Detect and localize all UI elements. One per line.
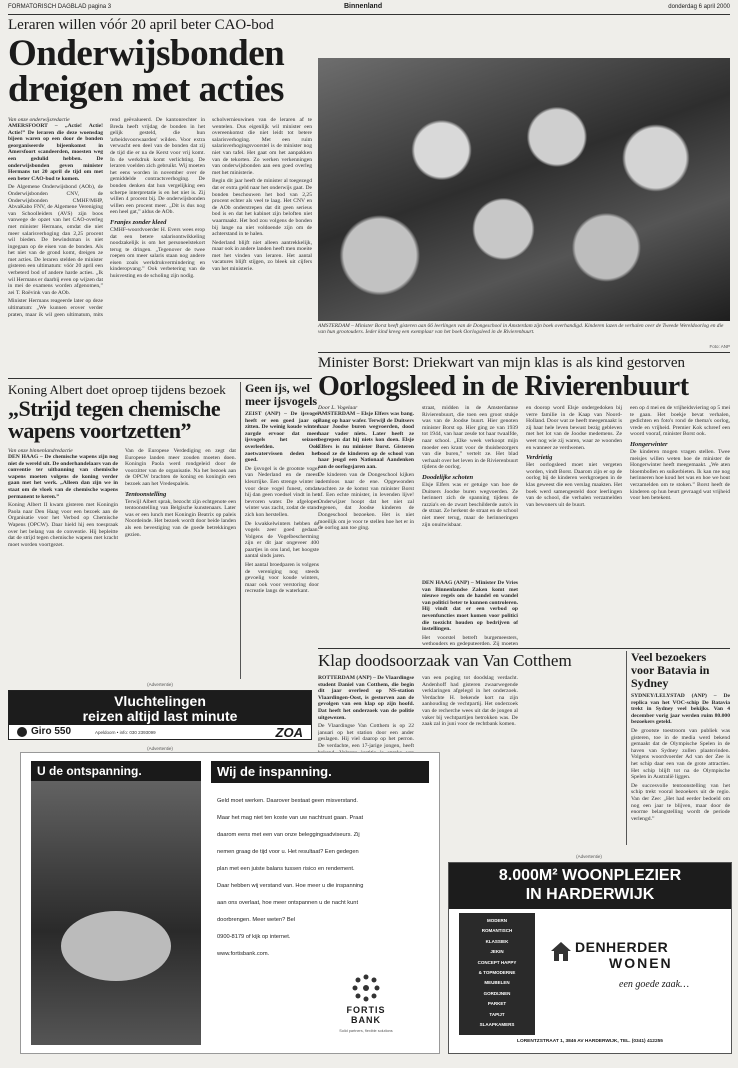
- ad-body-line: Maar het mag niet ten koste van uw nachtrust gaan. Praat: [217, 815, 364, 821]
- ad-list-item: JEKIN: [490, 949, 504, 955]
- article-body: rend geëvalueerd. De kantonrechter in Breda heeft vrijdag de bonden in het gelijk gesteld, die hun 'arbeidsvoorwaarden' wilden. Voor extra verwacht een deel van de bonden dat zij de tijd die er na de Kerst voor vrij komt. In de werkdruk komt verlichting. De leraren voelden zich gebruikt. Wij moeten het eens worden in november over de gemiddelde contractsverhoging. De bonden denken dat hun vergelijking een scherpe interpretatie is en het niet is. Zij willen 4 procent bij. De onderwijsbonden willen een procent meer. „Dit is dus nog een heel gat,” aldus de AOb.: [110, 117, 205, 216]
- news-photo-children-with-books: [318, 58, 730, 321]
- article-subhead: Doodelijke schoten: [422, 473, 474, 481]
- ad-list-item: & TOPMODERNE: [478, 970, 516, 976]
- article-kicker: Leraren willen vóór 20 april beter CAO-bod: [8, 17, 274, 33]
- ad-tag: (Advertentie): [576, 854, 602, 859]
- brief-nevenfuncties: [422, 580, 518, 646]
- ad-brand-line2: WONEN: [609, 955, 673, 971]
- fortis-logo-tagline: Solid partners, flexible solutions: [339, 1029, 393, 1033]
- photo-credit: Foto: ANP: [709, 344, 730, 349]
- ad-list-item: ROMANTISCH: [481, 928, 513, 934]
- masthead-rule: [8, 14, 730, 15]
- ad-left-title: U de ontspanning.: [37, 764, 142, 778]
- brief-lead: DEN HAAG (ANP) – Minister De Vries van Binnenlandse Zaken komt met nieuwe regels om de handel en wandel van politici beter te kunnen controleren. Hij vindt dat er een verbod op nevenfuncties moet komen voor politici die toezicht houden op bedrijven of instellingen.: [422, 580, 518, 633]
- section-title: Binnenland: [344, 3, 383, 10]
- article-body: Het aantal broedparen is volgens de vereniging nog steeds gevoelig voor koude winters, maar ook voor verstoring door recreatie langs de waterkant.: [245, 562, 319, 595]
- ad-fortis: [20, 752, 440, 1054]
- article-subhead: Franjes zonder kleed: [110, 218, 167, 226]
- ad-tag: (Advertentie): [147, 682, 173, 687]
- article-body: De ijsvogel is de grootste vogel van Nederland en de meest kleurrijke. Een strenge winter is voor deze vogel funest, omdat hij dan geen voedsel vindt in het bevroren water. De afgelopen winter was zacht, zodat de stand zich kon herstellen.: [245, 465, 319, 518]
- ad-body-line: Geld moet werken. Daarover bestaat geen misverstand.: [217, 798, 358, 804]
- article-body: Nederland blijft niet alleen aantrekkelijk, maar ook in andere landen heeft men moeite met het vinden van leraren. Het aantal vacatures blijft stijgen, zo bleek uit cijfers van het ministerie.: [212, 239, 312, 273]
- masthead-left: FORMATORISCH DAGBLAD pagina 3: [8, 4, 112, 10]
- article-byline: Van onze onderwijsredactie: [8, 117, 70, 123]
- article-lead: ZEIST (ANP) – De ijsvogel heeft er een goed jaar op zitten. De weinig koude winter zorgde ervoor dat meer ijsvogels het seizoen overleefden. Ook zoetwatervissen deden het goed.: [245, 411, 319, 464]
- article-column-1: [318, 405, 414, 532]
- ad-address: LORENTZSTRAAT 1, 3846 AV HARDERWIJK, TEL. (0341) 412255: [517, 1039, 663, 1044]
- ad-list-item: KLASSIEK: [485, 938, 509, 944]
- article-body: Koning Albert II kwam gisteren met Koningin Paola naar Den Haag voor een bezoek aan de Organisatie voor het Verbod op Chemische Wapens (OPCW). Daar hield hij een toespraak over het belang van de conventie. Hij bepleitte dat de strijd tegen chemische wapens met kracht moet worden voortgezet.: [8, 502, 118, 548]
- ad-list-item: TAPIJT: [489, 1011, 505, 1017]
- ad-body-line: doorbrengen. Meer weten? Bel: [217, 917, 296, 923]
- article-column-3: [526, 405, 622, 508]
- article-column-2: [110, 117, 205, 280]
- divider: [318, 352, 730, 353]
- article-body: scholvernieuwinen van de leraren af te wentelen. Dus eigenlijk wil minister een overeenkomst die niet leidt tot betere salarisverhoging. Met een ruim salarisverhogingsvoorstel is de minister nog niet van tafel. Het gaat om het aanpakken van de tekorten. Zo werken verkenningen van onderwijsbonden aan een goed overleg met het ministerie.: [212, 117, 312, 176]
- article-column-2: [422, 675, 518, 728]
- article-column-2: [422, 405, 518, 528]
- article-headline: Klap doodsoorzaak van Van Cotthem: [318, 651, 572, 670]
- article-body: Begin dit jaar heeft de minister al toegezegd dat er extra geld naar het onderwijs gaat. De bonden beschouwen het bod van 2,25 procent echter als veel te laag. Het CNV en de AOb onderstrepen dat dit geen serieus bod is en dat het kabinet zijn beloften niet waarmaakt. Het bod zou volgens de bonden bij lange na niet voldoende zijn om de achterstand in te halen.: [212, 178, 312, 238]
- article-subhead: Tentoonstelling: [125, 490, 167, 498]
- ad-list-item: CONCEPT HAPPY: [477, 959, 517, 965]
- fortis-logo-line1: FORTIS: [346, 1005, 386, 1015]
- ad-giro: Giro 550: [31, 726, 72, 737]
- article-lead: DEN HAAG – De chemische wapens zijn nog niet de wereld uit. De onderhandelaars van de conventie ter uitbanning van chemische wapens moeten volgens de koning verder gaan met het werk. „Alleen dan zijn we in staat om de vloek van de chemische wapens permanent te keren.”: [8, 454, 118, 500]
- masthead: [8, 4, 730, 14]
- article-headline: Oorlogsleed in de Rivierenbuurt: [318, 371, 689, 402]
- ad-vluchtelingen: [8, 690, 312, 740]
- article-body: De Vlaardingse Van Cotthem is op 22 januari op het station door een ander geslagen. Hij viel daarop op het perron. De verdachte, een 17-jarige jongen, heeft: [318, 723, 414, 749]
- ad-face-shape: [61, 911, 171, 981]
- article-body: Terwijl Albert sprak, bezocht zijn echtgenote een tentoonstelling van Belgische kunstenaars. Later was er een lunch met Koningin Beatrix op paleis Noordeinde. Het bezoek wordt door beide landen als een bevestiging van de goede betrekkingen gezien.: [125, 498, 236, 538]
- article-headline-line2: dreigen met acties: [8, 69, 284, 110]
- article-byline: Door L. Vogelaar: [318, 405, 358, 411]
- ad-list-item: MODERN: [487, 918, 507, 923]
- article-column-3: [212, 117, 312, 273]
- ad-small-print: Apeldoorn • info: 030 2393099: [95, 730, 156, 735]
- ad-body-line: Daar hebben wij verstand van. Hoe meer u die inspanning: [217, 883, 364, 889]
- ad-body-line: 0900-8179 of kijk op internet.: [217, 934, 291, 940]
- ad-body-line: daarom eens met een van onze beleggingsadviseurs. Zij: [217, 832, 360, 838]
- article-headline-line1: Onderwijsbonden: [8, 33, 285, 74]
- ad-line2: reizen altijd last minute: [82, 708, 238, 724]
- ad-headline-line2: IN HARDERWIJK: [525, 886, 655, 903]
- ad-list-item: GORDIJNEN: [483, 990, 511, 996]
- ad-headline-line1: 8.000M² WOONPLEZIER: [498, 867, 682, 884]
- article-kicker: Koning Albert doet oproep tijdens bezoek: [8, 382, 226, 397]
- divider: [318, 648, 730, 649]
- ad-body-line: aan ons overlaat, hoe meer ontspannen u de nacht kunt: [217, 900, 359, 906]
- article-kicker: Minister Borst: Driekwart van mijn klas is als kind gestorven: [318, 355, 686, 371]
- article-byline: Van onze binnenlandredactie: [8, 448, 73, 454]
- article-column-4: [630, 405, 730, 502]
- ad-list-item: MEUBELEN: [484, 980, 510, 986]
- masthead-right: donderdag 6 april 2000: [668, 4, 730, 10]
- article-body: De kinderen van de Dongeschool kijken ademloos naar de ene. Opgewonden wachten ze de komst van minister Borst af. Een echte minister, in levenden lijve! Onderwijzer hoopt dat het niet zal regenen, dat Joodse kinderen de Dongeschool bezoeken. Het is niet moeilijk om je voor te stellen hoe het er in de oorlog aan toe ging.: [318, 472, 414, 532]
- ad-list-item: SLAAPKAMERS: [479, 1022, 515, 1028]
- article-column-1: [8, 448, 118, 548]
- ad-body-line: www.fortisbank.com.: [217, 951, 270, 957]
- article-body: CMHF-woordvoerder H. Evers wees erop dat een betere salarisontwikkeling noodzakelijk is om het personeelstekort terug te dringen. „Tegenover de twee roepen om meer salaris staan nog andere eisen zoals werkdrukvermindering en kinderopvang.” Ook verbetering van de huisvesting en de scholing zijn nodig.: [110, 226, 205, 280]
- article-body: Het oorlogsleed moet niet vergeten worden, vindt Borst. Daarom zijn er op de oorlog bij de kinderen werkgroepen in de klas geweest die een verslag maakten. Het boek werd samengesteld door leerlingen van de school, die verhalen verzamelden van bewoners uit de buurt.: [526, 462, 622, 508]
- article-body: Van de Europese Verdediging en zegt dat Europese landen meer zouden moeten doen. Koningin Paola werd rondgeleid door de voorzitter van de organisatie. Na het bezoek aan de OPCW brachten de koning en koningin een bezoek aan het Vredespaleis.: [125, 448, 236, 487]
- article-lead: AMSTERDAM – Elsje Elfers was bang. Bang op haar wafer. Terwijl de Duitsers haar Joodse buren wegvoerden, dood haar vader niets. Later heeft ze begrepen dat hij niets kon doen. Elsje Elfers is nu minister Borst. Gisteren bood ze de kinderen op de school van haar jeugd een Nationaal Aandenken aan de oorlogsjaren aan.: [318, 411, 414, 470]
- article-onderwijsbonden: [8, 17, 312, 317]
- ad-list-item: PARKET: [487, 1001, 507, 1007]
- photo-caption: AMSTERDAM – Minister Borst heeft gisteren aan 66 leerlingen van de Dongeschool in Amsterdam zijn boek overhandigd. Kinderen lazen de verhalen over de Tweede Wereldoorlog en die van hun grootouders. Ieder kind kreeg een exemplaar van het boek Oorlogsleed in de Rivierenbuurt.: [318, 323, 724, 336]
- article-ijsvogels: [240, 382, 319, 679]
- fortis-logo-icon: [351, 973, 381, 1003]
- article-headline: „Strijd tegen chemische wapens voortzetten”: [8, 396, 221, 443]
- article-oorlogsleed: [318, 355, 730, 645]
- ad-tag: (Advertentie): [147, 746, 173, 751]
- ad-right-title: Wij de inspanning.: [217, 764, 332, 779]
- ad-dot-icon: [17, 727, 27, 737]
- ad-banner: [9, 691, 311, 725]
- ad-line1: Vluchtelingen: [114, 693, 206, 709]
- article-subhead: Hongerwinter: [630, 440, 668, 448]
- article-body: van een poging tot doodslag verdacht. Andenhoff had gisteren zwaarwegende verklaringen afgelegd in het onderzoek. Verdachte H. bekende kort na zijn aanhouding de vechtpartij. Het onderzoek van de recherche wees uit dat de jongen al vaker bij vechtpartijen betrokken was. De zaak zal in juni voor de rechtbank komen.: [422, 675, 518, 728]
- article-lead: SYDNEY/LELYSTAD (ANP) – De replica van het VOC-schip De Batavia trekt in Sydney veel bekijks. Van 4 december vorig jaar werden ruim 80.000 bezoekers geteld.: [631, 693, 730, 726]
- ad-photo-sleeping-person: [31, 761, 201, 1045]
- fortis-logo-line2: BANK: [351, 1015, 381, 1025]
- article-body: Elsje Elfers was er getuige van hoe de Duitsers Joodse buren wegvoerden. Ze herinnert zich de spanning tijdens de razzia's en de zwart beschilderde auto's in de straat. Ze herkent de straat en de school niet meer terug, maar de herinneringen zijn onuitwisbaar.: [422, 481, 518, 528]
- article-body: Minister Hermans reageerde later op deze ultimatum: „We kunnen erover verder praten, maar ik wil geen ultimatum, mits: [8, 298, 103, 317]
- ad-zoa-logo: ZOA: [275, 725, 303, 740]
- article-column-2: [125, 448, 236, 538]
- ad-brand-line1: DENHERDER: [575, 939, 669, 955]
- house-logo-icon: [549, 939, 573, 963]
- article-body: De succesvolle tentoonstelling van het schip trekt vooral bezoekers uit de regio. Van der Zee: „Het had eerder bedoeld om nog een jaar te blijven, maar door de enorme belangstelling wordt de periode verlengd.”: [631, 782, 730, 822]
- article-subhead: Verdrietig: [526, 454, 553, 462]
- ad-body: [217, 793, 427, 963]
- brief-body: Het voorstel betreft burgemeesters, wethouders en gedeputeerden. Zij moeten: [422, 634, 518, 646]
- article-headline: Veel bezoekers voor Batavia in Sydney: [631, 651, 710, 690]
- photo-caption-block: [318, 323, 730, 349]
- article-koning-albert: [8, 382, 236, 678]
- ad-banner: [449, 863, 731, 909]
- article-column-1: [8, 117, 103, 317]
- article-body: en doorop word Elsje ondergedoken bij verre familie in de Kaap van Noord-Holland. Door wat ze heeft meegemaakt is zij haar hele leven bewust bezig gebleven met het lot van de Joodse medemens. Ze weet nog wie zij waren, waar ze woonden en wanneer ze verdwenen.: [526, 405, 622, 451]
- article-body: De Algemene Onderwijsbond (AOb), de Onderwijsbonden CNV, de Onderwijsbonden CMHF/MHP, AbvaKabo FNV, de Algemene Vereniging van Schoolleiders (AVS) zijn boos vanwege de opzet van het CAO-overleg met minister Hermans, omdat die niet meer salarisverhoging dan 2,25 procent wil bieden. De bewindsman is niet ingegaan op de eisen van de bonden. Als het niet van de grond komt, dreigen ze met acties. De leraren stelden de minister gisteren een ultimatum: vóór 20 april een verbeterd bod of andere harde acties. „Ik wil Hermans er daarbij even op wijzen dat in mei de examens worden afgenomen,” zei T. Roëvink van de AOb.: [8, 184, 103, 296]
- article-lead: AMERSFOORT – „Actie! Actie! Actie!” De leraren die deze woensdag bijeen waren op een door de bonden georganiseerde bijeenkomst in Amersfoort scandeerden, moesten weg een gedulid hebben. De onderwijsbonden geven minister Hermans tot 20 april de tijd om met een beter CAO-bod te komen.: [8, 123, 103, 182]
- article-batavia: [626, 651, 730, 845]
- divider: [8, 378, 312, 379]
- ad-right-title-bar: [211, 761, 429, 783]
- ad-slogan: een goede zaak…: [619, 979, 689, 990]
- ad-denherder: [448, 862, 732, 1054]
- article-body: De kinderen mogen vragen stellen. Twee meisjes willen weten hoe de minister de Hongerwinter heeft meegemaakt. „We aten bloembollen en suikerbieten. Ik kan me nog herinneren hoe koud het was en hoe we hout verzamelden om te stoken.” Borst heeft de kinderen op hun beurt gevraagd wat vrijheid voor hen betekent.: [630, 448, 730, 502]
- article-body: een op 4 mei en de vrijheidsviering op 5 mei te gaan. Het boekje bevat verhalen, gedichten en foto's rond de thema's oorlog, vrede en vrijheid. Premier Kok schreef een woord vooraf, minister Borst ook.: [630, 405, 730, 438]
- ad-product-list: [459, 913, 535, 1035]
- ad-body-line: plan met een juiste balans tussen risico en rendement.: [217, 866, 355, 872]
- article-body: straat, midden in de Amsterdamse Rivierenbuurt, die toen een groot stukje was van de Joodse buurt. Hier genoten minister Borst op. Hier ging ze van 1939 tot 1944, van haar zesde tot haar twaalfde, naar school. „Elke week verkoopt mijn moeder een krant voor de thuisbezorgers van die buren,” vertelt ze. Het blad verhaalt over het leven in de Rivierenbuurt tijdens de oorlog.: [422, 405, 518, 471]
- ad-body-line: nemen graag de tijd voor u. Het resultaat? Een gedegen: [217, 849, 359, 855]
- article-headline: Geen ijs, wel meer ijsvogels: [245, 382, 318, 408]
- article-body: De kwakkelwinters hebben de vogels zeer goed gedaan. Volgens de Vogelbescherming zijn er dit jaar ongeveer 400 paartjes in ons land, het hoogste aantal sinds jaren.: [245, 520, 319, 560]
- article-body: De grootste toestroom van publiek was gisteren, toe in de media werd bekend gemaakt dat de Olympische Spelen in de haven van Sydney zullen plaatsvinden. Volgens woordvoerder Ad van der Zee is het schip daar een van de grote attracties. Het schip blijft tot na de Olympische Spelen in Australië liggen.: [631, 727, 730, 781]
- article-lead: ROTTERDAM (ANP) – De Vlaardingse student Daniel van Cotthem, die begin dit jaar overleed op NS-station Vlaardingen-Oost, is gestorven aan de gevolgen van een klap op zijn hoofd. Dat heeft het onderzoek van de politie uitgewezen.: [318, 675, 414, 721]
